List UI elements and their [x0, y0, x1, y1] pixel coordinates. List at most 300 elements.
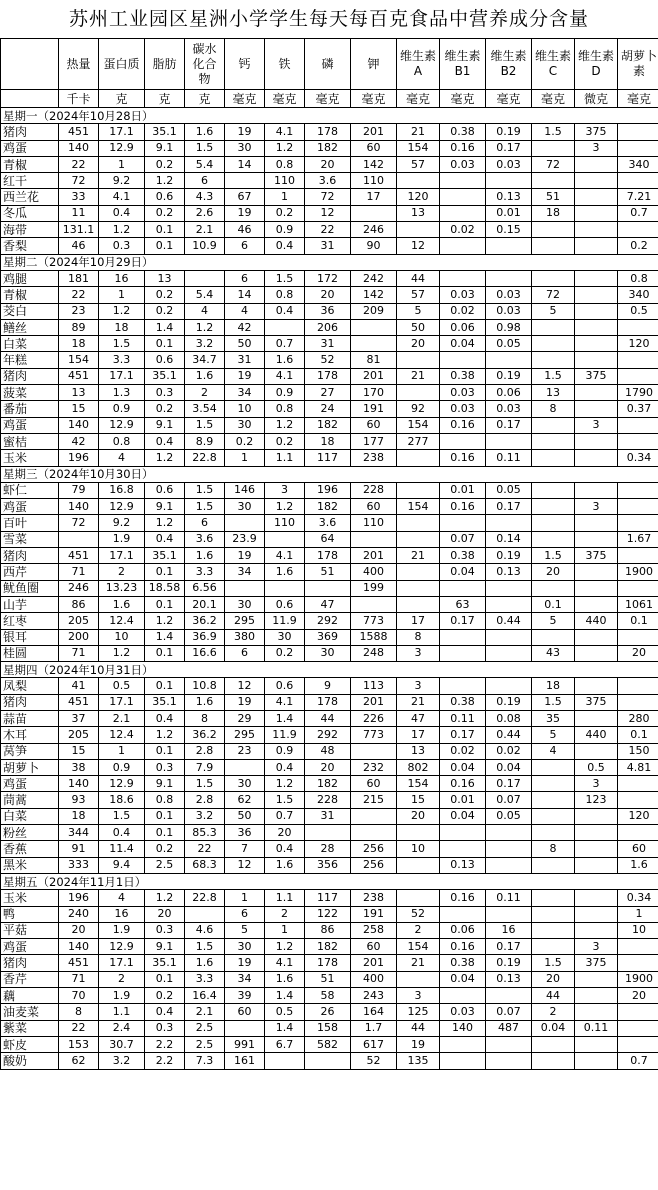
value-cell: [440, 678, 486, 694]
value-cell: 0.5: [618, 303, 658, 319]
value-cell: 36.9: [185, 629, 225, 645]
value-cell: [575, 352, 618, 368]
food-name-cell: 鸭: [1, 906, 59, 922]
value-cell: 85.3: [185, 825, 225, 841]
value-cell: 146: [225, 482, 265, 498]
food-name-cell: 海带: [1, 222, 59, 238]
value-cell: [532, 482, 575, 498]
value-cell: [532, 336, 575, 352]
value-cell: 201: [351, 548, 397, 564]
value-cell: [305, 1053, 351, 1069]
value-cell: 3.3: [99, 352, 145, 368]
nutrition-table: [0, 38, 658, 1070]
value-cell: [532, 222, 575, 238]
value-cell: 0.05: [486, 808, 532, 824]
value-cell: 1.5: [532, 694, 575, 710]
value-cell: [486, 1036, 532, 1052]
value-cell: 16.4: [185, 988, 225, 1004]
value-cell: 4.1: [99, 189, 145, 205]
value-cell: [532, 319, 575, 335]
value-cell: 0.34: [618, 450, 658, 466]
value-cell: 0.9: [265, 222, 305, 238]
food-name-cell: 番茄: [1, 401, 59, 417]
value-cell: 140: [59, 776, 99, 792]
value-cell: 22: [185, 841, 225, 857]
value-cell: 34.7: [185, 352, 225, 368]
value-cell: 0.13: [486, 189, 532, 205]
value-cell: [618, 629, 658, 645]
value-cell: 0.16: [440, 450, 486, 466]
value-cell: 3.2: [185, 808, 225, 824]
value-cell: 34: [225, 564, 265, 580]
value-cell: 1: [99, 743, 145, 759]
value-cell: 9.1: [145, 140, 185, 156]
value-cell: 201: [351, 368, 397, 384]
food-name-cell: 西兰花: [1, 189, 59, 205]
value-cell: 7.21: [618, 189, 658, 205]
value-cell: [225, 759, 265, 775]
value-cell: 238: [351, 450, 397, 466]
value-cell: 1.1: [265, 450, 305, 466]
value-cell: 12: [225, 678, 265, 694]
value-cell: 0.3: [99, 238, 145, 254]
value-cell: 1900: [618, 971, 658, 987]
value-cell: 31: [305, 808, 351, 824]
value-cell: 0.3: [145, 922, 185, 938]
value-cell: 1.6: [265, 352, 305, 368]
value-cell: [575, 857, 618, 873]
value-cell: [486, 515, 532, 531]
value-cell: 1.2: [265, 776, 305, 792]
value-cell: 12.9: [99, 499, 145, 515]
value-cell: 154: [397, 140, 440, 156]
value-cell: 12.9: [99, 140, 145, 156]
food-name-cell: 红枣: [1, 613, 59, 629]
value-cell: [440, 238, 486, 254]
column-header: 热量: [59, 39, 99, 90]
value-cell: [440, 906, 486, 922]
value-cell: 86: [59, 596, 99, 612]
value-cell: 17.1: [99, 955, 145, 971]
value-cell: 9.2: [99, 515, 145, 531]
value-cell: 5: [532, 303, 575, 319]
value-cell: 1: [265, 189, 305, 205]
value-cell: 0.3: [145, 385, 185, 401]
value-cell: 9.1: [145, 939, 185, 955]
value-cell: 256: [351, 857, 397, 873]
value-cell: 182: [305, 140, 351, 156]
value-cell: [225, 515, 265, 531]
value-cell: [397, 971, 440, 987]
value-cell: [305, 580, 351, 596]
value-cell: 1.1: [265, 890, 305, 906]
table-row: [1, 319, 658, 335]
value-cell: [265, 531, 305, 547]
value-cell: 154: [397, 776, 440, 792]
value-cell: 8: [532, 841, 575, 857]
value-cell: 60: [225, 1004, 265, 1020]
table-row: [1, 857, 658, 873]
value-cell: 6.56: [185, 580, 225, 596]
food-name-cell: 紫菜: [1, 1020, 59, 1036]
value-cell: [305, 825, 351, 841]
value-cell: 1.1: [99, 1004, 145, 1020]
value-cell: [575, 629, 618, 645]
food-name-cell: 香芹: [1, 971, 59, 987]
value-cell: [532, 140, 575, 156]
value-cell: 12.4: [99, 613, 145, 629]
value-cell: [532, 808, 575, 824]
value-cell: [618, 499, 658, 515]
value-cell: 117: [305, 450, 351, 466]
value-cell: 35.1: [145, 955, 185, 971]
value-cell: [440, 515, 486, 531]
value-cell: 246: [351, 222, 397, 238]
value-cell: 154: [397, 939, 440, 955]
value-cell: [440, 1053, 486, 1069]
value-cell: 36: [225, 825, 265, 841]
value-cell: [618, 1036, 658, 1052]
value-cell: 117: [305, 890, 351, 906]
value-cell: 0.03: [486, 287, 532, 303]
value-cell: 20: [265, 825, 305, 841]
value-cell: 7: [225, 841, 265, 857]
table-row: [1, 156, 658, 172]
table-row: [1, 1036, 658, 1052]
value-cell: [575, 385, 618, 401]
value-cell: [618, 678, 658, 694]
value-cell: 0.16: [440, 417, 486, 433]
value-cell: 0.19: [486, 955, 532, 971]
value-cell: 2.2: [145, 1053, 185, 1069]
value-cell: 2.6: [185, 205, 225, 221]
value-cell: [575, 189, 618, 205]
value-cell: 20: [618, 645, 658, 661]
value-cell: 0.19: [486, 694, 532, 710]
value-cell: 2: [265, 906, 305, 922]
value-cell: [440, 352, 486, 368]
value-cell: 0.16: [440, 939, 486, 955]
value-cell: 120: [618, 336, 658, 352]
value-cell: 256: [351, 841, 397, 857]
value-cell: 3.3: [185, 971, 225, 987]
value-cell: 110: [351, 515, 397, 531]
value-cell: 19: [225, 124, 265, 140]
table-row: [1, 515, 658, 531]
value-cell: 228: [351, 482, 397, 498]
value-cell: 12.9: [99, 776, 145, 792]
day-header-row: [1, 873, 658, 889]
value-cell: 3.6: [305, 515, 351, 531]
value-cell: 9.1: [145, 776, 185, 792]
value-cell: 36: [305, 303, 351, 319]
value-cell: 1.6: [185, 548, 225, 564]
value-cell: 0.04: [532, 1020, 575, 1036]
value-cell: 242: [351, 270, 397, 286]
value-cell: 18: [59, 808, 99, 824]
value-cell: 22: [305, 222, 351, 238]
value-cell: 13: [397, 743, 440, 759]
value-cell: 20.1: [185, 596, 225, 612]
value-cell: 14: [225, 287, 265, 303]
value-cell: 135: [397, 1053, 440, 1069]
value-cell: 46: [59, 238, 99, 254]
value-cell: 0.6: [145, 482, 185, 498]
value-cell: 1.4: [145, 629, 185, 645]
value-cell: [397, 173, 440, 189]
value-cell: 2: [185, 385, 225, 401]
value-cell: 0.03: [440, 401, 486, 417]
value-cell: 20: [145, 906, 185, 922]
value-cell: 375: [575, 124, 618, 140]
value-cell: 0.8: [145, 792, 185, 808]
value-cell: 1.2: [265, 140, 305, 156]
value-cell: [575, 482, 618, 498]
value-cell: 30: [225, 776, 265, 792]
value-cell: 6.7: [265, 1036, 305, 1052]
value-cell: 9.1: [145, 499, 185, 515]
value-cell: 0.03: [486, 303, 532, 319]
food-name-cell: 猪肉: [1, 694, 59, 710]
table-row: [1, 140, 658, 156]
food-name-cell: 酸奶: [1, 1053, 59, 1069]
value-cell: 4: [99, 450, 145, 466]
value-cell: 617: [351, 1036, 397, 1052]
value-cell: 0.11: [440, 710, 486, 726]
value-cell: 4: [185, 303, 225, 319]
value-cell: 344: [59, 825, 99, 841]
value-cell: 21: [397, 548, 440, 564]
value-cell: 1: [99, 287, 145, 303]
value-cell: 122: [305, 906, 351, 922]
value-cell: 30: [225, 417, 265, 433]
value-cell: 0.1: [532, 596, 575, 612]
value-cell: 58: [305, 988, 351, 1004]
value-cell: 11.9: [265, 613, 305, 629]
value-cell: 0.03: [440, 1004, 486, 1020]
value-cell: 0.06: [440, 319, 486, 335]
value-cell: 0.17: [486, 776, 532, 792]
value-cell: 0.2: [265, 433, 305, 449]
value-cell: 1588: [351, 629, 397, 645]
value-cell: 182: [305, 417, 351, 433]
value-cell: 0.04: [440, 759, 486, 775]
table-row: [1, 580, 658, 596]
value-cell: 10: [225, 401, 265, 417]
value-cell: [397, 857, 440, 873]
table-body: [1, 108, 658, 1070]
table-row: [1, 222, 658, 238]
value-cell: 34: [225, 971, 265, 987]
value-cell: 228: [305, 792, 351, 808]
value-cell: 6: [185, 515, 225, 531]
value-cell: 0.07: [440, 531, 486, 547]
value-cell: [575, 287, 618, 303]
value-cell: 2: [397, 922, 440, 938]
value-cell: 140: [59, 140, 99, 156]
value-cell: 178: [305, 368, 351, 384]
value-cell: 3: [575, 140, 618, 156]
value-cell: 0.17: [486, 140, 532, 156]
value-cell: 0.2: [265, 205, 305, 221]
value-cell: 178: [305, 124, 351, 140]
value-cell: 1.5: [532, 548, 575, 564]
value-cell: 31: [305, 336, 351, 352]
table-row: [1, 270, 658, 286]
header-blank-cell: [1, 39, 59, 90]
value-cell: 773: [351, 613, 397, 629]
value-cell: 1.2: [145, 515, 185, 531]
value-cell: 451: [59, 124, 99, 140]
value-cell: 0.19: [486, 548, 532, 564]
value-cell: [618, 482, 658, 498]
value-cell: 1.2: [99, 303, 145, 319]
value-cell: 451: [59, 694, 99, 710]
value-cell: 295: [225, 613, 265, 629]
value-cell: 1: [265, 922, 305, 938]
food-name-cell: 雪菜: [1, 531, 59, 547]
value-cell: 5: [532, 613, 575, 629]
unit-cell: 毫克: [440, 90, 486, 108]
value-cell: 2.1: [99, 710, 145, 726]
unit-cell: 毫克: [397, 90, 440, 108]
unit-cell: 毫克: [305, 90, 351, 108]
value-cell: 16: [99, 906, 145, 922]
value-cell: 8: [532, 401, 575, 417]
value-cell: 22: [59, 1020, 99, 1036]
value-cell: 205: [59, 727, 99, 743]
value-cell: [486, 678, 532, 694]
table-row: [1, 694, 658, 710]
value-cell: 20: [305, 759, 351, 775]
value-cell: [397, 825, 440, 841]
value-cell: [618, 548, 658, 564]
value-cell: 15: [59, 401, 99, 417]
value-cell: 0.04: [440, 336, 486, 352]
value-cell: 0.19: [486, 124, 532, 140]
value-cell: 172: [305, 270, 351, 286]
value-cell: 47: [305, 596, 351, 612]
value-cell: 14: [225, 156, 265, 172]
value-cell: 340: [618, 156, 658, 172]
value-cell: 0.9: [99, 401, 145, 417]
value-cell: 19: [225, 368, 265, 384]
column-header: 脂肪: [145, 39, 185, 90]
value-cell: 140: [440, 1020, 486, 1036]
value-cell: 4: [532, 743, 575, 759]
value-cell: 1.2: [185, 319, 225, 335]
value-cell: 140: [59, 417, 99, 433]
value-cell: 15: [59, 743, 99, 759]
value-cell: [618, 124, 658, 140]
value-cell: [185, 270, 225, 286]
value-cell: 3.2: [99, 1053, 145, 1069]
value-cell: [532, 270, 575, 286]
value-cell: 0.1: [145, 808, 185, 824]
value-cell: 44: [305, 710, 351, 726]
value-cell: 1.5: [265, 270, 305, 286]
value-cell: 44: [532, 988, 575, 1004]
value-cell: 27: [305, 385, 351, 401]
value-cell: [575, 222, 618, 238]
value-cell: 170: [351, 385, 397, 401]
value-cell: 0.2: [145, 401, 185, 417]
value-cell: 0.8: [265, 401, 305, 417]
value-cell: 0.17: [440, 613, 486, 629]
value-cell: 0.4: [265, 759, 305, 775]
value-cell: 7.3: [185, 1053, 225, 1069]
value-cell: 13: [397, 205, 440, 221]
day-header-row: [1, 662, 658, 678]
value-cell: 0.1: [145, 336, 185, 352]
value-cell: 1.67: [618, 531, 658, 547]
value-cell: 11.4: [99, 841, 145, 857]
table-row: [1, 988, 658, 1004]
value-cell: [440, 205, 486, 221]
value-cell: 0.03: [440, 156, 486, 172]
value-cell: 161: [225, 1053, 265, 1069]
value-cell: 2.2: [145, 1036, 185, 1052]
value-cell: 154: [59, 352, 99, 368]
value-cell: 0.5: [99, 678, 145, 694]
value-cell: 28: [305, 841, 351, 857]
value-cell: 9.2: [99, 173, 145, 189]
value-cell: 238: [351, 890, 397, 906]
food-name-cell: 猪肉: [1, 124, 59, 140]
value-cell: 16: [99, 270, 145, 286]
header-row: [1, 39, 658, 90]
value-cell: 1.2: [145, 613, 185, 629]
value-cell: 48: [305, 743, 351, 759]
value-cell: 1900: [618, 564, 658, 580]
table-row: [1, 287, 658, 303]
table-row: [1, 825, 658, 841]
value-cell: 90: [351, 238, 397, 254]
value-cell: 0.2: [145, 841, 185, 857]
value-cell: 50: [225, 336, 265, 352]
unit-cell: 毫克: [618, 90, 658, 108]
value-cell: 240: [59, 906, 99, 922]
value-cell: [440, 270, 486, 286]
value-cell: 79: [59, 482, 99, 498]
value-cell: 20: [59, 922, 99, 938]
table-row: [1, 433, 658, 449]
unit-cell: 毫克: [265, 90, 305, 108]
value-cell: 4: [225, 303, 265, 319]
value-cell: 22: [59, 156, 99, 172]
value-cell: 0.4: [99, 205, 145, 221]
value-cell: 72: [532, 287, 575, 303]
food-name-cell: 平菇: [1, 922, 59, 938]
value-cell: [486, 629, 532, 645]
value-cell: 22: [59, 287, 99, 303]
value-cell: 8: [397, 629, 440, 645]
food-name-cell: 冬瓜: [1, 205, 59, 221]
value-cell: 91: [59, 841, 99, 857]
table-row: [1, 971, 658, 987]
value-cell: 200: [59, 629, 99, 645]
value-cell: [225, 173, 265, 189]
value-cell: 0.38: [440, 124, 486, 140]
value-cell: 1.2: [265, 499, 305, 515]
food-name-cell: 凤梨: [1, 678, 59, 694]
value-cell: 46: [225, 222, 265, 238]
value-cell: 0.7: [618, 1053, 658, 1069]
value-cell: 20: [532, 564, 575, 580]
value-cell: 0.5: [265, 1004, 305, 1020]
value-cell: 93: [59, 792, 99, 808]
value-cell: 0.16: [440, 499, 486, 515]
